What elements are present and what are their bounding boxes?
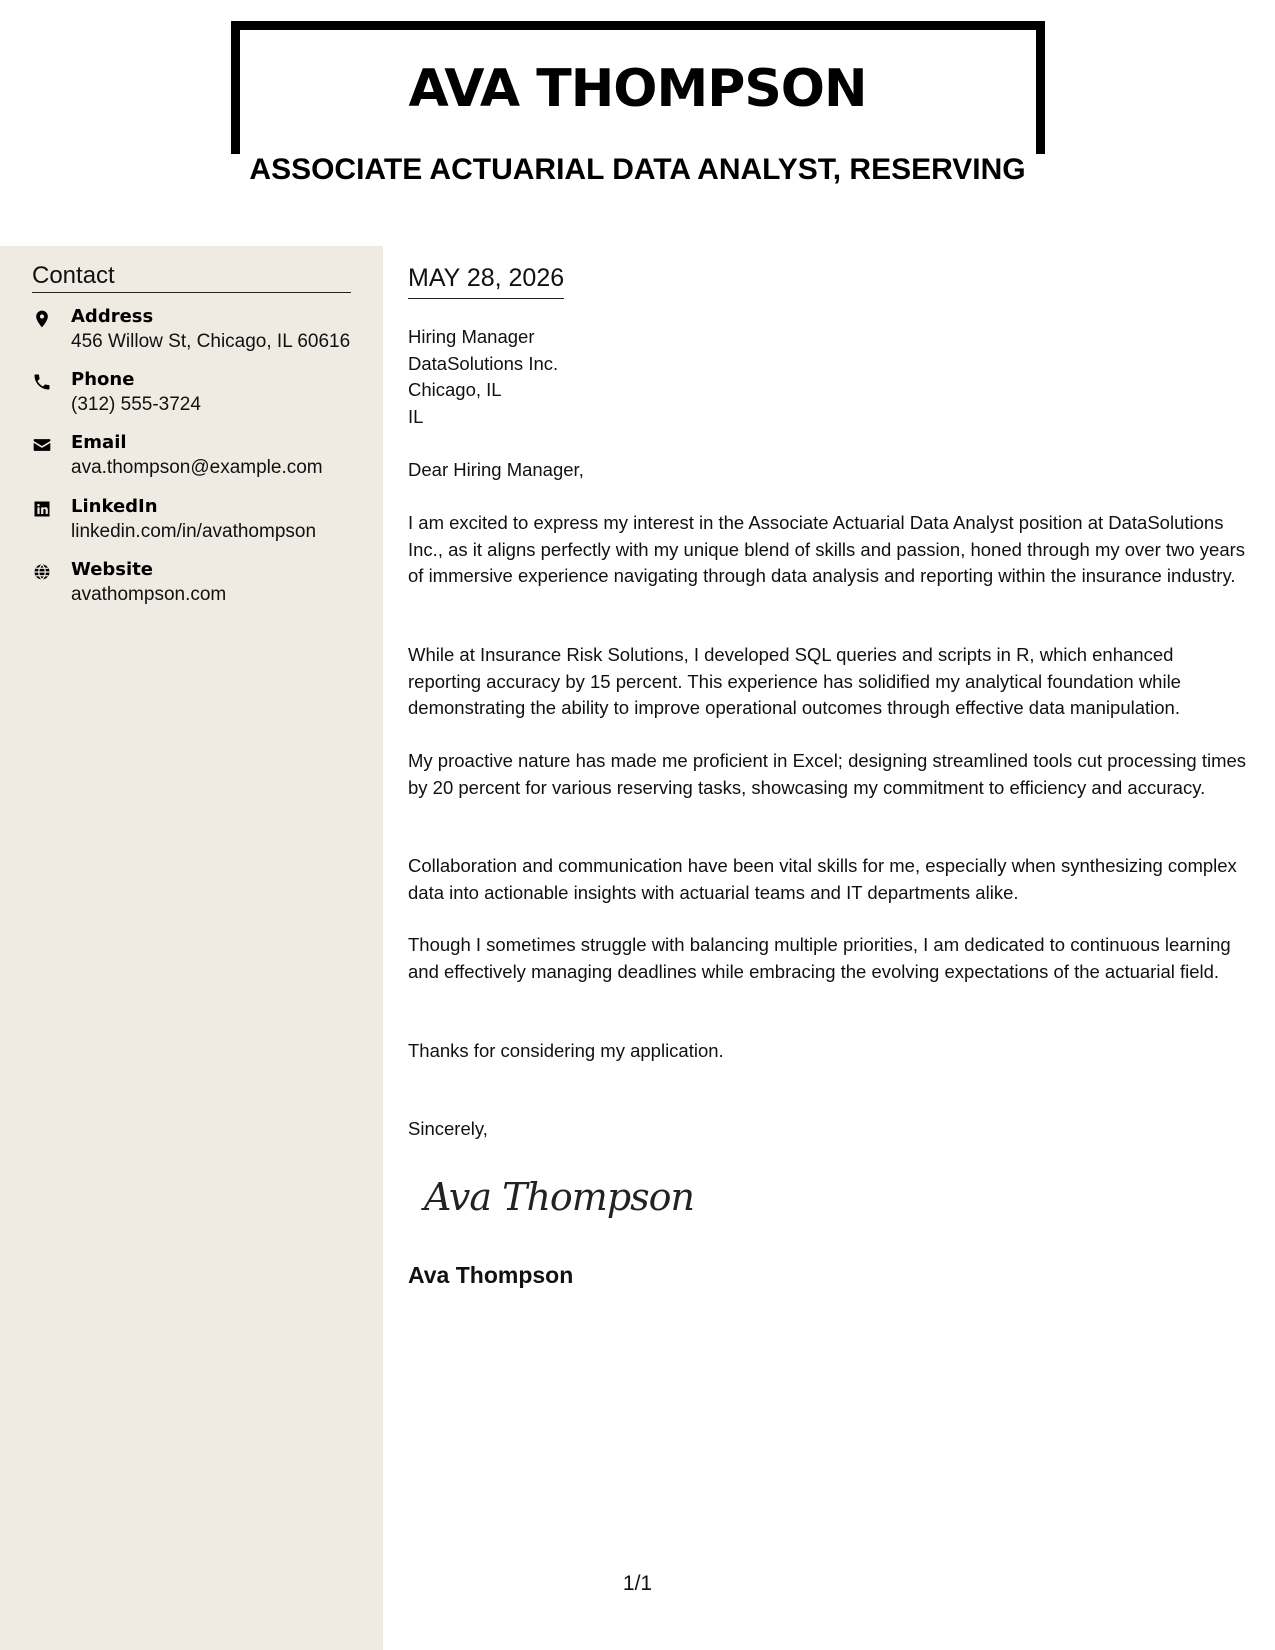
contact-heading: Contact <box>32 262 351 293</box>
job-title: ASSOCIATE ACTUARIAL DATA ANALYST, RESERVING <box>249 153 1026 186</box>
contact-value: ava.thompson@example.com <box>71 457 323 478</box>
phone-icon <box>32 372 56 394</box>
contact-label: Address <box>71 306 154 327</box>
globe-icon <box>32 562 56 584</box>
letter-date: MAY 28, 2026 <box>408 264 564 299</box>
salutation: Dear Hiring Manager, <box>408 459 584 480</box>
contact-value: 456 Willow St, Chicago, IL 60616 <box>71 331 351 352</box>
contact-value: (312) 555-3724 <box>71 394 201 415</box>
contact-value: avathompson.com <box>71 584 227 605</box>
signer-name: Ava Thompson <box>408 1262 574 1288</box>
closing: Sincerely, <box>408 1118 488 1139</box>
body-paragraph: My proactive nature has made me proficient in Excel; designing streamlined tools cut processing times by 20 percent for various reserving tasks, showcasing my commitment to efficiency and accuracy. <box>408 750 1247 798</box>
body-paragraph: I am excited to express my interest in the Associate Actuarial Data Analyst position at DataSolutions Inc., as it aligns perfectly with my unique blend of skills and passion, honed through my over two years of immersive experience navigating through data analysis and reporting within the insurance industry. <box>408 512 1246 586</box>
body-paragraph: While at Insurance Risk Solutions, I developed SQL queries and scripts in R, which enhanced reporting accuracy by 15 percent. This experience has solidified my analytical foundation while demonstrating the ability to improve operational outcomes through effective data manipulation. <box>408 644 1181 718</box>
recipient-line: Chicago, IL <box>408 379 502 400</box>
applicant-name: AVA THOMPSON <box>408 59 867 119</box>
recipient-line: Hiring Manager <box>408 326 535 347</box>
recipient-line: IL <box>408 405 424 427</box>
contact-label: LinkedIn <box>71 496 158 517</box>
page-number: 1/1 <box>622 1572 653 1595</box>
linkedin-icon <box>32 499 56 521</box>
contact-label: Website <box>71 559 154 580</box>
body-paragraph: Though I sometimes struggle with balancing multiple priorities, I am dedicated to continuous learning and effectively managing deadlines while embracing the evolving expectations of the actuarial field. <box>408 934 1231 982</box>
envelope-icon <box>32 435 56 457</box>
handwritten-signature: Ava Thompson <box>424 1175 695 1219</box>
contact-label: Email <box>71 432 127 453</box>
recipient-line: DataSolutions Inc. <box>408 352 559 374</box>
map-pin-icon <box>32 309 56 331</box>
body-paragraph: Collaboration and communication have been vital skills for me, especially when synthesizing complex data into actionable insights with actuarial teams and IT departments alike. <box>408 855 1237 903</box>
contact-value: linkedin.com/in/avathompson <box>71 521 317 542</box>
contact-label: Phone <box>71 369 135 390</box>
recipient-block <box>408 324 558 430</box>
body-paragraph: Thanks for considering my application. <box>408 1040 724 1061</box>
